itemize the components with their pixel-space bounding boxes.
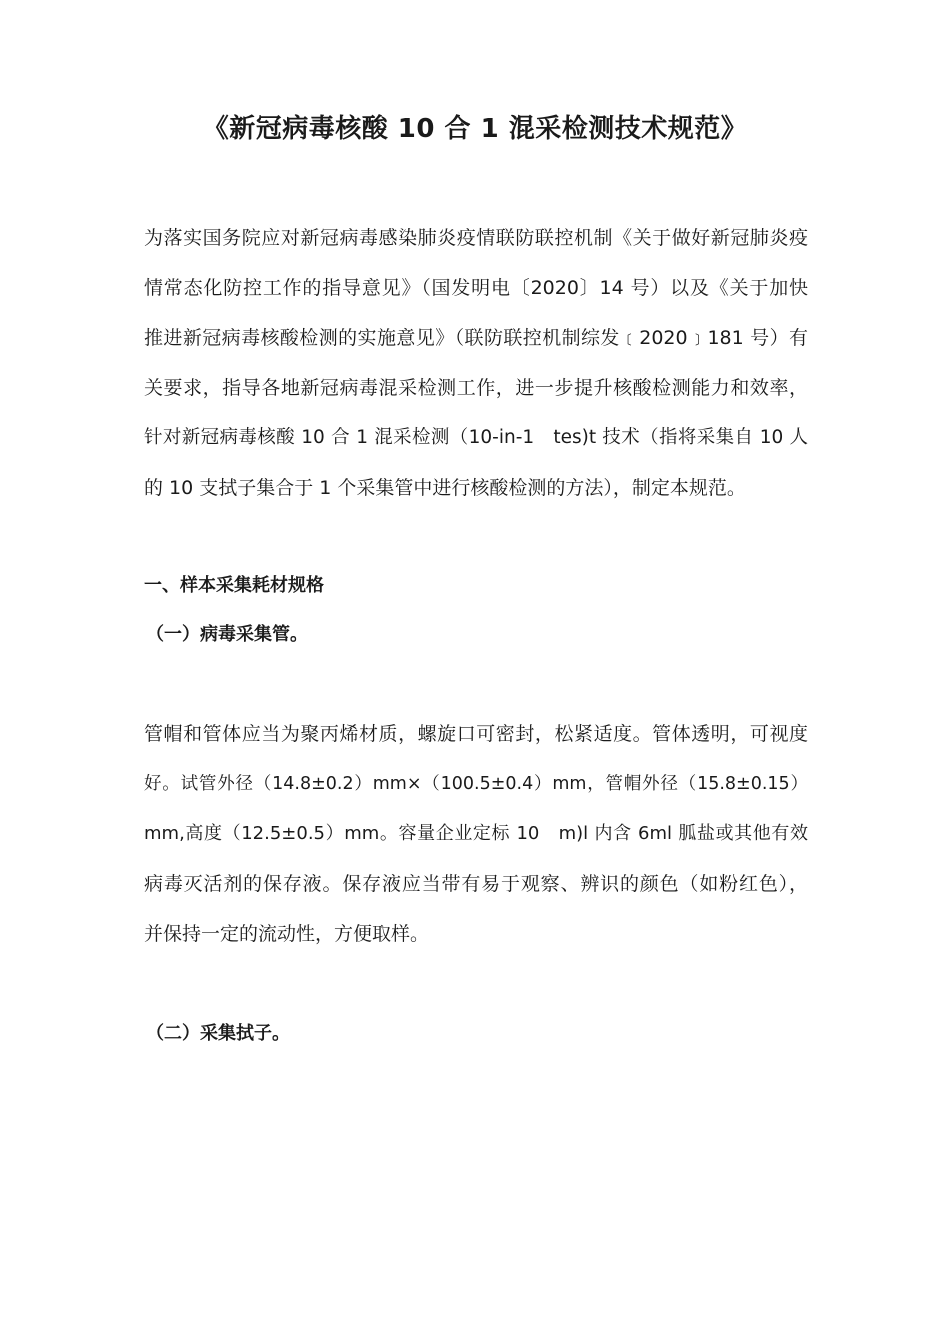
document-title: 《新冠病毒核酸 10 合 1 混采检测技术规范》 [202,114,748,144]
intro-line: 关要求，指导各地新冠病毒混采检测工作，进一步提升核酸检测能力和效率， [144,377,808,399]
subsection-heading: （二）采集拭子。 [146,1023,290,1044]
body-line: mm,高度（12.5±0.5）mm。容量企业定标 10 m)l 内含 6ml 胍盐或其他有效 [144,823,808,844]
intro-paragraph [144,213,808,513]
subsection-heading: （一）病毒采集管。 [146,624,308,645]
intro-line: 情常态化防控工作的指导意见》（国发明电〔2020〕14 号）以及《关于加快 [144,277,808,299]
intro-line: 为落实国务院应对新冠病毒感染肺炎疫情联防联控机制《关于做好新冠肺炎疫 [144,227,808,249]
intro-line: 的 10 支拭子集合于 1 个采集管中进行核酸检测的方法），制定本规范。 [144,477,746,499]
body-line: 并保持一定的流动性，方便取样。 [144,923,430,945]
collection-tube-paragraph [144,709,808,959]
body-line: 好。试管外径（14.8±0.2）mm×（100.5±0.4）mm，管帽外径（15.8±0.15） [144,774,808,794]
intro-line: 推进新冠病毒核酸检测的实施意见》（联防联控机制综发﹝2020﹞181 号）有 [144,327,808,349]
intro-line: 针对新冠病毒核酸 10 合 1 混采检测（10-in-1 tes)t 技术（指将采集自 10 人 [144,427,808,448]
section-heading: 一、样本采集耗材规格 [144,575,324,596]
body-line: 管帽和管体应当为聚丙烯材质，螺旋口可密封，松紧适度。管体透明，可视度 [144,723,808,745]
body-line: 病毒灭活剂的保存液。保存液应当带有易于观察、辨识的颜色（如粉红色）， [144,873,808,895]
